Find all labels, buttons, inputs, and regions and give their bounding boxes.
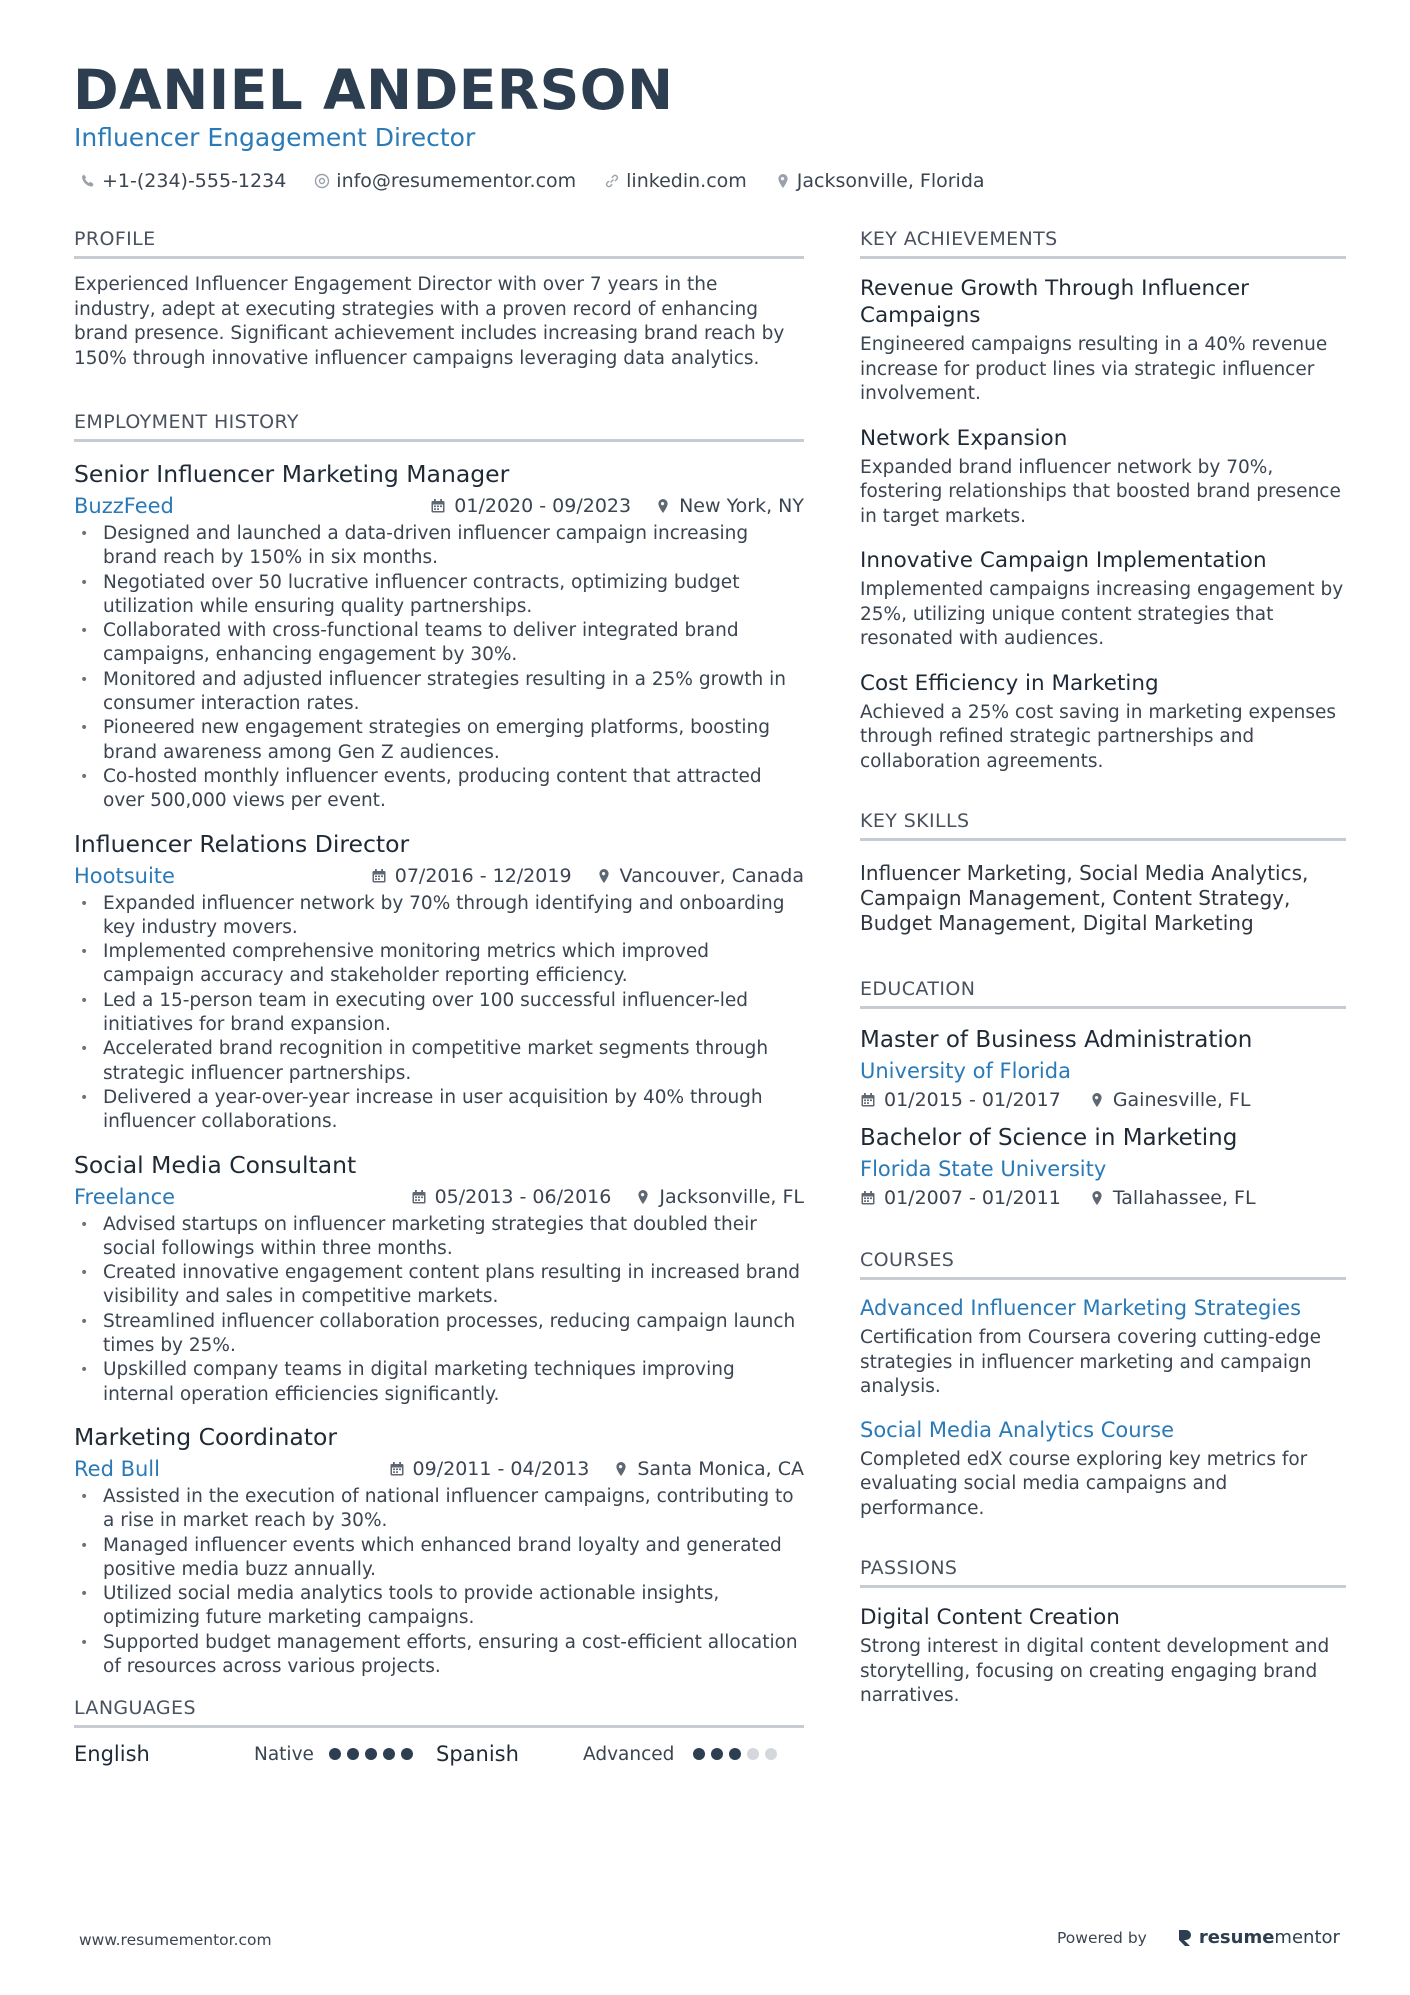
language-rating bbox=[693, 1748, 777, 1760]
section-heading: PROFILE bbox=[74, 228, 804, 259]
language-level: Advanced bbox=[583, 1743, 675, 1765]
rating-dot bbox=[383, 1748, 395, 1760]
link-icon bbox=[604, 173, 620, 189]
section-heading: COURSES bbox=[860, 1249, 1346, 1280]
achievements-section bbox=[860, 228, 1346, 774]
language-name: Spanish bbox=[436, 1742, 519, 1767]
job-bullet: • Accelerated brand recognition in competitive market segments through strategic influencer partnerships. bbox=[74, 1037, 804, 1086]
job-dates: 01/2020 - 09/2023 bbox=[430, 495, 631, 517]
job-bullet: • Led a 15-person team in executing over 100 successful influencer-led initiatives for brand expansion. bbox=[74, 989, 804, 1038]
achievement-title: Network Expansion bbox=[860, 425, 1068, 451]
company-name: Freelance bbox=[74, 1184, 176, 1209]
calendar-icon bbox=[860, 1092, 876, 1108]
degree-title: Bachelor of Science in Marketing bbox=[860, 1125, 1238, 1151]
education-list bbox=[860, 1027, 1346, 1209]
section-heading: KEY SKILLS bbox=[860, 810, 1346, 841]
at-icon bbox=[314, 173, 330, 189]
section-heading: EDUCATION bbox=[860, 978, 1346, 1009]
job-bullet: • Supported budget management efforts, ensuring a cost-efficient allocation of resources across various projects. bbox=[74, 1631, 804, 1680]
course-text: Completed edX course exploring key metrics for evaluating social media campaigns and performance. bbox=[860, 1448, 1308, 1519]
achievement-entry bbox=[860, 425, 1346, 530]
job-title: Social Media Consultant bbox=[74, 1150, 357, 1179]
map-pin-icon bbox=[1089, 1190, 1105, 1206]
job-bullet: • Pioneered new engagement strategies on emerging platforms, boosting brand awareness among Gen Z audiences. bbox=[74, 716, 804, 765]
map-pin-icon bbox=[1089, 1092, 1105, 1108]
job-bullet: • Monitored and adjusted influencer strategies resulting in a 25% growth in consumer interaction rates. bbox=[74, 668, 804, 717]
company-name: BuzzFeed bbox=[74, 494, 174, 518]
calendar-icon bbox=[430, 498, 446, 514]
job-bullets bbox=[74, 892, 804, 1135]
map-pin-icon bbox=[596, 868, 612, 884]
job-location: Vancouver, Canada bbox=[596, 865, 804, 887]
job-title: Influencer Relations Director bbox=[74, 829, 410, 858]
job-entry bbox=[74, 830, 804, 1135]
skills-section bbox=[860, 810, 1346, 936]
calendar-icon bbox=[389, 1461, 405, 1477]
rating-dot bbox=[347, 1748, 359, 1760]
candidate-name: DANIEL ANDERSON bbox=[73, 58, 674, 122]
job-bullet: • Upskilled company teams in digital marketing techniques improving internal operation efficiencies significantly. bbox=[74, 1358, 804, 1407]
contact-bar bbox=[80, 170, 985, 192]
job-meta bbox=[74, 494, 804, 518]
contact-phone[interactable]: +1-(234)-555-1234 bbox=[80, 170, 286, 192]
course-title: Advanced Influencer Marketing Strategies bbox=[860, 1296, 1302, 1320]
degree-title: Master of Business Administration bbox=[860, 1027, 1253, 1053]
job-bullet: • Utilized social media analytics tools to provide actionable insights, optimizing future marketing campaigns. bbox=[74, 1582, 804, 1631]
achievement-text: Achieved a 25% cost saving in marketing expenses through refined strategic partnerships and collaboration agreements. bbox=[860, 701, 1336, 772]
job-bullet: • Designed and launched a data-driven influencer campaign increasing brand reach by 150% in six months. bbox=[74, 522, 804, 571]
job-bullet: • Expanded influencer network by 70% through identifying and onboarding key industry movers. bbox=[74, 892, 804, 941]
achievement-list bbox=[860, 275, 1346, 774]
skills-text: Influencer Marketing, Social Media Analytics, Campaign Management, Content Strategy, Budget Management, Digital Marketing bbox=[860, 861, 1309, 935]
rating-dot bbox=[747, 1748, 759, 1760]
job-location: New York, NY bbox=[655, 495, 804, 517]
school-name: Florida State University bbox=[860, 1157, 1107, 1181]
job-bullet: • Negotiated over 50 lucrative influencer contracts, optimizing budget utilization while ensuring quality partnerships. bbox=[74, 571, 804, 620]
achievement-entry bbox=[860, 670, 1346, 775]
rating-dot bbox=[729, 1748, 741, 1760]
achievement-text: Expanded brand influencer network by 70%, fostering relationships that boosted brand presence in target markets. bbox=[860, 456, 1341, 527]
contact-linkedin[interactable]: linkedin.com bbox=[604, 170, 747, 192]
job-bullet: • Delivered a year-over-year increase in user acquisition by 40% through influencer collaborations. bbox=[74, 1086, 804, 1135]
job-bullets bbox=[74, 1213, 804, 1407]
rating-dot bbox=[693, 1748, 705, 1760]
education-location: Gainesville, FL bbox=[1089, 1089, 1251, 1111]
course-entry bbox=[860, 1296, 1346, 1400]
job-meta bbox=[74, 864, 804, 888]
job-bullets bbox=[74, 522, 804, 814]
job-entry bbox=[74, 460, 804, 814]
section-heading: PASSIONS bbox=[860, 1557, 1346, 1588]
job-title: Marketing Coordinator bbox=[74, 1422, 337, 1451]
job-dates: 09/2011 - 04/2013 bbox=[389, 1458, 590, 1480]
language-name: English bbox=[74, 1742, 150, 1767]
school-name: University of Florida bbox=[860, 1059, 1071, 1083]
map-pin-icon bbox=[655, 498, 671, 514]
map-pin-icon bbox=[635, 1189, 651, 1205]
job-title: Senior Influencer Marketing Manager bbox=[74, 460, 510, 488]
job-bullet: • Created innovative engagement content plans resulting in increased brand visibility and sales in competitive markets. bbox=[74, 1261, 804, 1310]
education-entry bbox=[860, 1125, 1346, 1209]
courses-section bbox=[860, 1249, 1346, 1521]
employment-section bbox=[74, 411, 804, 1679]
passion-list bbox=[860, 1604, 1346, 1709]
achievement-title: Revenue Growth Through Influencer Campaigns bbox=[860, 276, 1250, 328]
course-text: Certification from Coursera covering cutting-edge strategies in influencer marketing and campaign analysis. bbox=[860, 1327, 1321, 1397]
course-title: Social Media Analytics Course bbox=[860, 1417, 1175, 1442]
achievement-entry bbox=[860, 547, 1346, 652]
job-bullet: • Streamlined influencer collaboration processes, reducing campaign launch times by 25%. bbox=[74, 1310, 804, 1359]
education-dates: 01/2015 - 01/2017 bbox=[860, 1089, 1061, 1111]
achievement-title: Cost Efficiency in Marketing bbox=[860, 670, 1159, 696]
job-bullet: • Assisted in the execution of national influencer campaigns, contributing to a rise in market reach by 30%. bbox=[74, 1485, 804, 1534]
job-bullet: • Advised startups on influencer marketing strategies that doubled their social followings within three months. bbox=[74, 1213, 804, 1262]
left-column bbox=[74, 228, 804, 1766]
brand-logo[interactable]: resumementor bbox=[1177, 1927, 1340, 1948]
passion-entry bbox=[860, 1604, 1346, 1709]
right-column bbox=[860, 228, 1346, 1727]
job-entry bbox=[74, 1423, 804, 1679]
passion-text: Strong interest in digital content development and storytelling, focusing on creating engaging brand narratives. bbox=[860, 1636, 1330, 1706]
section-heading: KEY ACHIEVEMENTS bbox=[860, 228, 1346, 259]
contact-email[interactable]: info@resumementor.com bbox=[314, 170, 576, 192]
calendar-icon bbox=[860, 1190, 876, 1206]
rating-dot bbox=[401, 1748, 413, 1760]
achievement-text: Implemented campaigns increasing engagement by 25%, utilizing unique content strategies that resonated with audiences. bbox=[860, 579, 1344, 649]
map-pin-icon bbox=[613, 1461, 629, 1477]
map-pin-icon bbox=[775, 173, 791, 189]
passions-section bbox=[860, 1557, 1346, 1709]
calendar-icon bbox=[371, 868, 387, 884]
job-location: Santa Monica, CA bbox=[613, 1458, 804, 1480]
education-entry bbox=[860, 1027, 1346, 1111]
company-name: Red Bull bbox=[74, 1456, 160, 1481]
profile-section bbox=[74, 228, 804, 371]
candidate-title: Influencer Engagement Director bbox=[74, 123, 476, 152]
brand-mark-icon bbox=[1177, 1929, 1193, 1947]
profile-text: Experienced Influencer Engagement Director with over 7 years in the industry, adept at executing strategies with a proven record of enhancing brand presence. Significant achievement includes increasing brand reach by 150% through innovative influencer campaigns leveraging data analytics. bbox=[74, 274, 785, 369]
job-dates: 07/2016 - 12/2019 bbox=[371, 865, 572, 887]
course-list bbox=[860, 1296, 1346, 1521]
powered-by-text: Powered by bbox=[1057, 1928, 1147, 1947]
job-list bbox=[74, 460, 804, 1679]
job-bullet: • Managed influencer events which enhanced brand loyalty and generated positive media buzz annually. bbox=[74, 1534, 804, 1583]
education-location: Tallahassee, FL bbox=[1089, 1187, 1256, 1209]
section-heading: EMPLOYMENT HISTORY bbox=[74, 411, 804, 442]
job-entry bbox=[74, 1151, 804, 1407]
job-meta bbox=[74, 1457, 804, 1481]
section-heading: LANGUAGES bbox=[74, 1697, 804, 1728]
phone-icon bbox=[80, 173, 96, 189]
rating-dot bbox=[365, 1748, 377, 1760]
achievement-entry bbox=[860, 275, 1346, 407]
footer-brand bbox=[1057, 1927, 1340, 1948]
footer-website[interactable]: www.resumementor.com bbox=[79, 1931, 272, 1949]
rating-dot bbox=[329, 1748, 341, 1760]
language-list bbox=[74, 1742, 804, 1766]
job-bullets bbox=[74, 1485, 804, 1679]
job-location: Jacksonville, FL bbox=[635, 1186, 804, 1208]
company-name: Hootsuite bbox=[74, 863, 175, 888]
achievement-text: Engineered campaigns resulting in a 40% revenue increase for product lines via strategic influencer involvement. bbox=[860, 334, 1328, 404]
job-bullet: • Co-hosted monthly influencer events, producing content that attracted over 500,000 views per event. bbox=[74, 765, 804, 814]
language-rating bbox=[329, 1748, 436, 1760]
languages-section bbox=[74, 1697, 804, 1766]
job-bullet: • Implemented comprehensive monitoring metrics which improved campaign accuracy and stakeholder reporting efficiency. bbox=[74, 940, 804, 989]
job-dates: 05/2013 - 06/2016 bbox=[411, 1186, 612, 1208]
job-bullet: • Collaborated with cross-functional teams to deliver integrated brand campaigns, enhancing engagement by 30%. bbox=[74, 619, 804, 668]
passion-title: Digital Content Creation bbox=[860, 1605, 1120, 1630]
rating-dot bbox=[765, 1748, 777, 1760]
education-section bbox=[860, 978, 1346, 1209]
contact-location: Jacksonville, Florida bbox=[775, 170, 985, 192]
calendar-icon bbox=[411, 1189, 427, 1205]
achievement-title: Innovative Campaign Implementation bbox=[860, 548, 1267, 573]
job-meta bbox=[74, 1185, 804, 1209]
education-dates: 01/2007 - 01/2011 bbox=[860, 1187, 1061, 1209]
course-entry bbox=[860, 1418, 1346, 1522]
language-level: Native bbox=[254, 1743, 314, 1765]
rating-dot bbox=[711, 1748, 723, 1760]
